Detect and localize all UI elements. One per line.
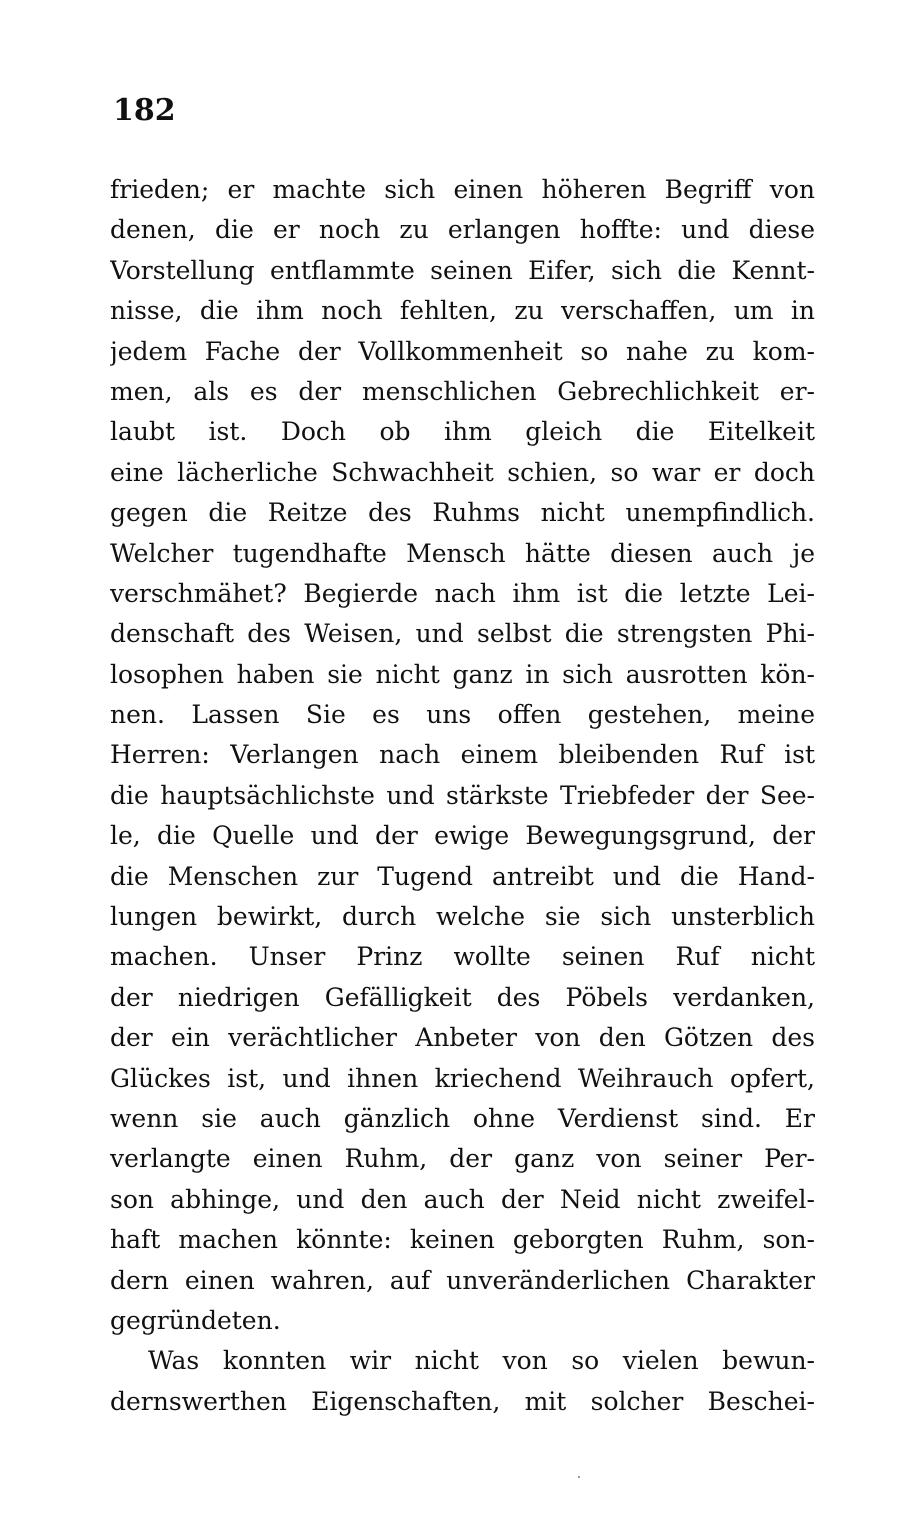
text-line: gegen die Reitze des Ruhms nicht unempfindlich. [110, 498, 815, 528]
text-line: wenn sie auch gänzlich ohne Verdienst sind. Er [110, 1103, 815, 1133]
text-line: losophen haben sie nicht ganz in sich ausrotten kön- [110, 659, 815, 689]
text-line: der ein verächtlicher Anbeter von den Götzen des [110, 1023, 815, 1053]
text-line: laubt ist. Doch ob ihm gleich die Eitelkeit [110, 417, 815, 447]
text-line: jedem Fache der Vollkommenheit so nahe zu kom- [110, 336, 815, 366]
text-line: verschmähet? Begierde nach ihm ist die letzte Lei- [110, 578, 815, 608]
text-line: denschaft des Weisen, und selbst die strengsten Phi- [110, 619, 815, 649]
text-line: der niedrigen Gefälligkeit des Pöbels verdanken, [110, 982, 815, 1012]
text-line: machen. Unser Prinz wollte seinen Ruf nicht [110, 942, 815, 972]
text-line: dernswerthen Eigenschaften, mit solcher Beschei- [110, 1386, 815, 1416]
text-line: lungen bewirkt, durch welche sie sich unsterblich [110, 902, 815, 932]
text-line: eine lächerliche Schwachheit schien, so war er doch [110, 457, 815, 487]
page-number: 182 [113, 93, 176, 128]
text-line: frieden; er machte sich einen höheren Begriff von [110, 175, 815, 204]
text-line: son abhinge, und den auch der Neid nicht zweifel- [110, 1184, 815, 1214]
text-line: Vorstellung entflammte seinen Eifer, sich die Kennt- [110, 255, 815, 285]
text-line: die hauptsächlichste und stärkste Triebfeder der See- [110, 780, 815, 810]
text-line: Herren: Verlangen nach einem bleibenden Ruf ist [110, 740, 815, 770]
text-line: le, die Quelle und der ewige Bewegungsgrund, der [110, 821, 815, 851]
text-line: nisse, die ihm noch fehlten, zu verschaffen, um in [110, 296, 815, 326]
body-text [110, 170, 815, 1422]
text-line: nen. Lassen Sie es uns offen gestehen, meine [110, 700, 815, 730]
text-line: Welcher tugendhafte Mensch hätte diesen auch je [110, 538, 815, 568]
paper-speck [578, 1476, 580, 1478]
paragraph-end-line: gegründeten. [110, 1305, 281, 1335]
text-line: haft machen könnte: keinen geborgten Ruhm, son- [110, 1225, 815, 1255]
text-line: Glückes ist, und ihnen kriechend Weihrauch opfert, [110, 1063, 815, 1093]
paragraph-start-line: Was konnten wir nicht von so vielen bewun- [148, 1346, 815, 1376]
text-line: denen, die er noch zu erlangen hoffte: und diese [110, 215, 815, 245]
text-line: men, als es der menschlichen Gebrechlichkeit er- [110, 376, 815, 406]
text-line: die Menschen zur Tugend antreibt und die Hand- [110, 861, 815, 891]
text-line: verlangte einen Ruhm, der ganz von seiner Per- [110, 1144, 815, 1174]
text-line: dern einen wahren, auf unveränderlichen Charakter [110, 1265, 815, 1295]
